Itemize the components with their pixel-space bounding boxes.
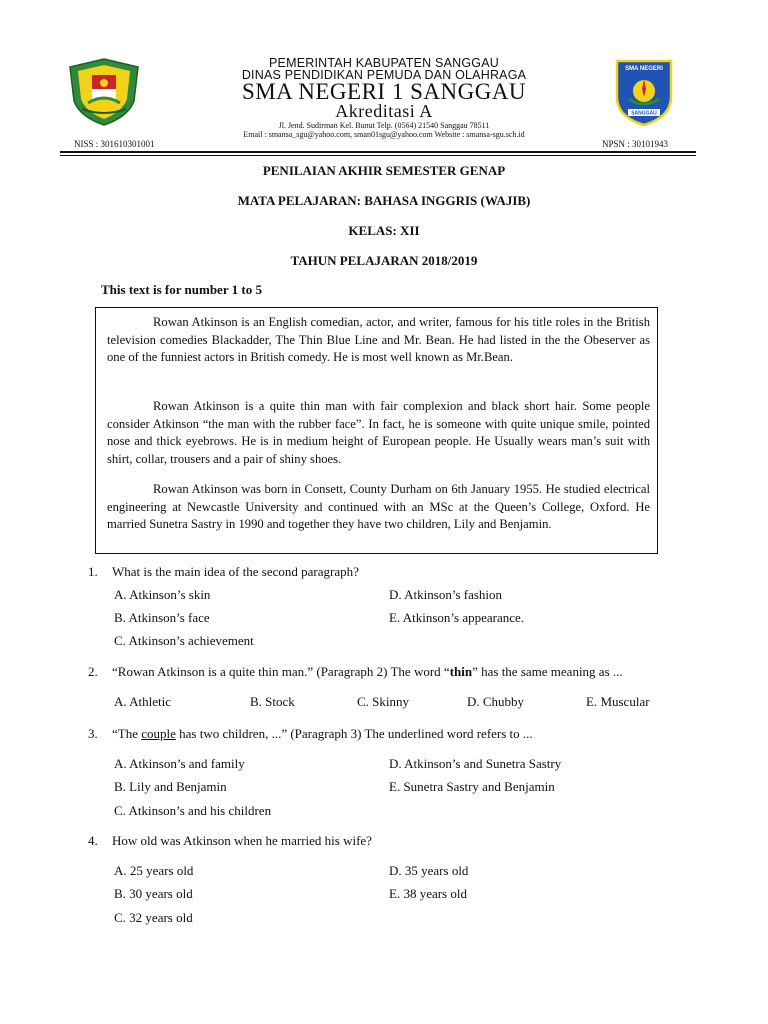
question-1-option-d[interactable]: D. Atkinson’s fashion — [389, 587, 503, 602]
exam-title: PENILAIAN AKHIR SEMESTER GENAP — [262, 163, 506, 178]
question-2-number: 2. — [88, 664, 98, 679]
government-name: PEMERINTAH KABUPATEN SANGGAU — [269, 56, 499, 70]
exam-subject: MATA PELAJARAN: BAHASA INGGRIS (WAJIB) — [237, 193, 531, 208]
question-4-option-c[interactable]: C. 32 years old — [114, 910, 193, 925]
question-1-text: What is the main idea of the second paragraph? — [112, 564, 359, 579]
question-4-text: How old was Atkinson when he married his wife? — [112, 833, 372, 848]
question-2-option-c[interactable]: C. Skinny — [357, 694, 410, 709]
question-2-option-b[interactable]: B. Stock — [250, 694, 295, 709]
logo-text-bottom: SANGGAU — [631, 110, 657, 117]
header-divider-thin — [60, 155, 696, 156]
question-1-option-a[interactable]: A. Atkinson’s skin — [114, 587, 211, 602]
question-4-number: 4. — [88, 833, 98, 848]
accreditation: Akreditasi A — [335, 101, 433, 121]
question-4-option-b[interactable]: B. 30 years old — [114, 886, 193, 901]
question-2-option-e[interactable]: E. Muscular — [586, 694, 650, 709]
question-3-option-e[interactable]: E. Sunetra Sastry and Benjamin — [389, 779, 555, 794]
department-name: DINAS PENDIDIKAN PEMUDA DAN OLAHRAGA — [241, 68, 527, 82]
question-3-option-c[interactable]: C. Atkinson’s and his children — [114, 803, 272, 818]
npsn-number: NPSN : 30101943 — [602, 139, 669, 149]
niss-number: NISS : 301610301001 — [74, 139, 155, 149]
question-2-keyword: thin — [449, 664, 473, 679]
question-3-number: 3. — [88, 726, 98, 741]
question-1-option-c[interactable]: C. Atkinson’s achievement — [114, 633, 254, 648]
question-3-option-d[interactable]: D. Atkinson’s and Sunetra Sastry — [389, 756, 562, 771]
school-address: Jl. Jend. Sudirman Kel. Bunut Telp. (0564) 21540 Sanggau 78511 — [278, 121, 490, 130]
school-contact: Email : smansa_sgu@yahoo.com, sman01sgu@yahoo.com Website : smansa-sgu.sch.id — [243, 130, 525, 139]
exam-class: KELAS: XII — [348, 223, 420, 238]
question-2-option-a[interactable]: A. Athletic — [114, 694, 172, 709]
question-1-option-e[interactable]: E. Atkinson’s appearance. — [389, 610, 525, 625]
question-2-option-d[interactable]: D. Chubby — [467, 694, 525, 709]
question-4-option-e[interactable]: E. 38 years old — [389, 886, 467, 901]
question-3-underlined-word: couple — [141, 726, 176, 741]
school-name: SMA NEGERI 1 SANGGAU — [241, 79, 527, 104]
question-3-option-b[interactable]: B. Lily and Benjamin — [114, 779, 227, 794]
passage-paragraph-2: Rowan Atkinson is a quite thin man with fair complexion and black short hair. Some people consider Atkinson “the man with the rubber face”. In fact, he is someone with quite unique smile, pointed nose and thick eyebrows. He is in medium height of European people. He Usually wears man’s suit with shirt, collar, trousers and a pair of shiny shoes. — [107, 399, 650, 467]
passage-paragraph-3: Rowan Atkinson was born in Consett, County Durham on 6th January 1955. He studied electrical engineering at Newcastle University and continued with an MSc at the Queen’s College, Oxford. He married Sunetra Sastry in 1990 and together they have two children, Lily and Benjamin. — [107, 482, 650, 532]
question-1-number: 1. — [88, 564, 98, 579]
question-2-text: “Rowan Atkinson is a quite thin man.” (Paragraph 2) The word “thin” has the same meaning as ... — [112, 664, 623, 679]
passage-paragraph-1: Rowan Atkinson is an English comedian, actor, and writer, famous for his title roles in the British television comedies Blackadder, The Thin Blue Line and Mr. Bean. He had listed in the the Obeserver as one of the funniest actors in British comedy. He is most well known as Mr.Bean. — [107, 315, 650, 365]
question-4-option-d[interactable]: D. 35 years old — [389, 863, 469, 878]
question-1-option-b[interactable]: B. Atkinson’s face — [114, 610, 210, 625]
passage-intro: This text is for number 1 to 5 — [101, 282, 262, 297]
exam-year: TAHUN PELAJARAN 2018/2019 — [290, 253, 478, 268]
logo-text-top: SMA NEGERI — [625, 66, 663, 72]
header-divider-thick — [60, 151, 696, 153]
question-4-option-a[interactable]: A. 25 years old — [114, 863, 194, 878]
reading-passage-box — [95, 307, 658, 554]
question-3-text: “The couple has two children, ...” (Paragraph 3) The underlined word refers to ... — [112, 726, 533, 741]
question-3-option-a[interactable]: A. Atkinson’s and family — [114, 756, 245, 771]
